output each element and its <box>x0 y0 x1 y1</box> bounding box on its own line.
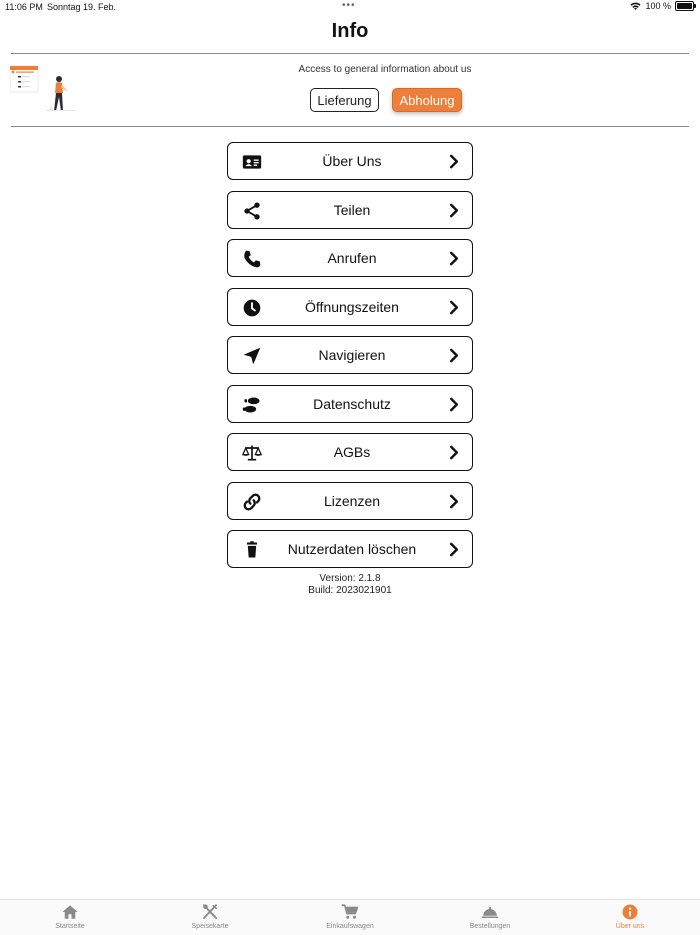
menu-item-about-us[interactable] <box>227 142 473 180</box>
tab-label: Speisekarte <box>191 923 229 930</box>
menu-item-label: Lizenzen <box>323 492 381 509</box>
tab-label: Über uns <box>615 923 645 930</box>
chevron-right-icon <box>448 542 460 557</box>
delivery-mode-button[interactable]: Lieferung <box>310 88 379 112</box>
chevron-right-icon <box>448 154 460 169</box>
battery-percent: 100 % <box>645 1 671 11</box>
header-subtitle: Access to general information about us <box>298 64 472 75</box>
status-time: 11:06 PM <box>5 2 43 12</box>
version-info <box>250 573 450 596</box>
page-title: Info <box>331 20 369 42</box>
status-date: Sonntag 19. Feb. <box>47 2 117 12</box>
divider-top <box>11 53 689 54</box>
info-illustration <box>10 64 76 116</box>
menu-item-label: Teilen <box>333 201 371 218</box>
home-icon <box>61 903 79 921</box>
menu-item-label: Öffnungszeiten <box>305 298 399 315</box>
tab-about-us[interactable] <box>575 903 685 930</box>
divider-header <box>11 126 689 127</box>
tab-home[interactable] <box>15 903 125 930</box>
chevron-right-icon <box>448 348 460 363</box>
menu-item-opening-hours[interactable] <box>227 288 473 326</box>
pickup-mode-button[interactable]: Abholung <box>392 88 462 112</box>
tab-label: Bestellungen <box>469 923 511 930</box>
menu-item-label: Datenschutz <box>313 395 391 412</box>
info-icon <box>621 903 639 921</box>
cloche-icon <box>481 903 499 921</box>
status-bar <box>0 0 700 14</box>
tab-bar <box>0 899 700 935</box>
menu-item-licenses[interactable] <box>227 482 473 520</box>
chevron-right-icon <box>448 494 460 509</box>
chevron-right-icon <box>448 203 460 218</box>
tab-label: Startseite <box>55 923 85 930</box>
tab-orders[interactable] <box>435 903 545 930</box>
menu-item-navigate[interactable] <box>227 336 473 374</box>
menu-item-share[interactable] <box>227 191 473 229</box>
version-text: Version: 2.1.8 <box>319 573 381 584</box>
menu-item-terms[interactable] <box>227 433 473 471</box>
multitasking-dots-icon[interactable]: ••• <box>342 0 356 11</box>
status-right <box>630 1 694 11</box>
tab-cart[interactable] <box>295 903 405 930</box>
chevron-right-icon <box>448 251 460 266</box>
utensils-icon <box>201 903 219 921</box>
menu-item-label: Navigieren <box>318 347 386 363</box>
cart-icon <box>341 903 359 921</box>
chevron-right-icon <box>448 445 460 460</box>
build-text: Build: 2023021901 <box>308 584 392 596</box>
tab-label: Einkaufswagen <box>326 923 374 930</box>
battery-icon <box>675 1 694 11</box>
menu-item-label: AGBs <box>333 444 371 460</box>
chevron-right-icon <box>448 300 460 315</box>
menu-item-delete-user-data[interactable] <box>227 530 473 568</box>
menu-item-label: Nutzerdaten löschen <box>287 541 417 557</box>
wifi-icon <box>630 2 641 11</box>
menu-item-label: Über Uns <box>322 153 382 169</box>
tab-menu[interactable] <box>155 903 265 930</box>
chevron-right-icon <box>448 397 460 412</box>
menu-item-privacy[interactable] <box>227 385 473 423</box>
menu-item-label: Anrufen <box>327 250 377 266</box>
menu-item-call[interactable] <box>227 239 473 277</box>
